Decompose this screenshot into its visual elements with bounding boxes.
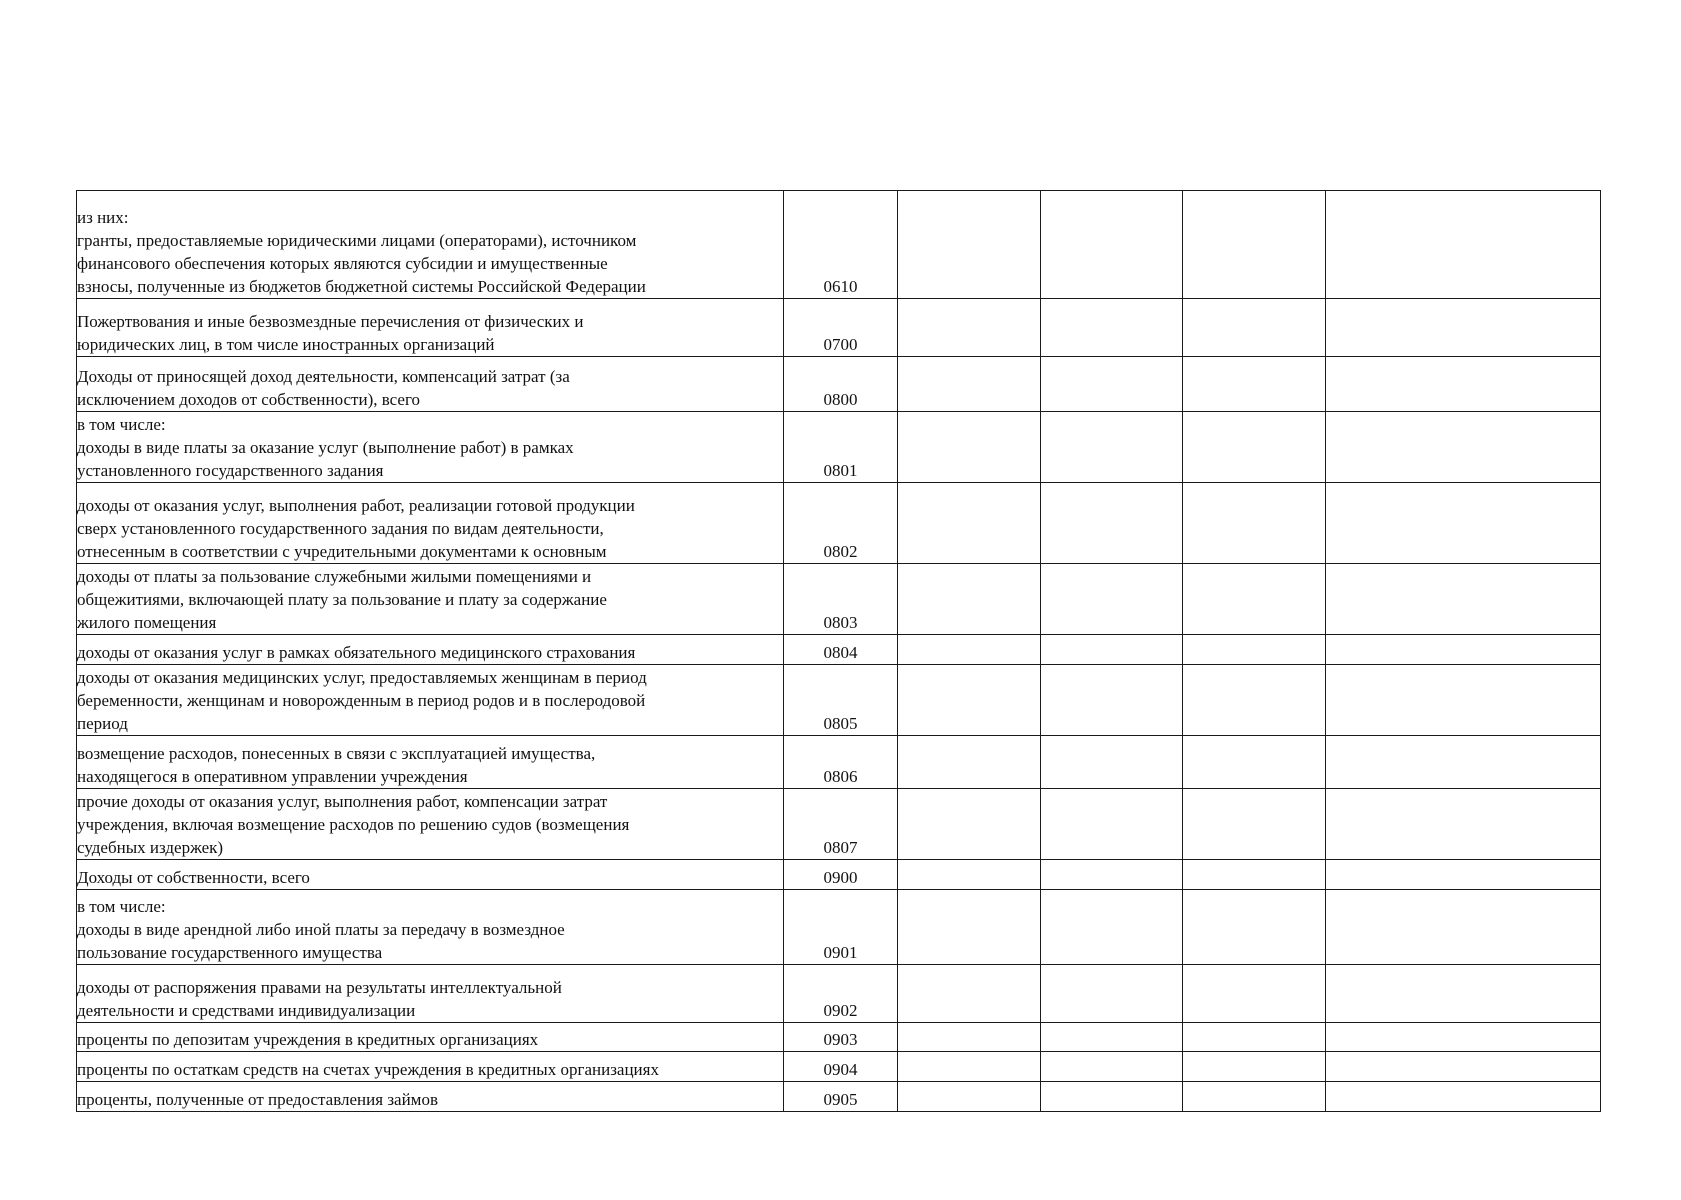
- value-cell: [1326, 564, 1601, 635]
- description-line: пользование государственного имущества: [77, 943, 383, 962]
- description-line: Доходы от собственности, всего: [77, 868, 310, 887]
- value-cell: [1326, 191, 1601, 299]
- value-cell: [1183, 736, 1326, 789]
- value-cell: [1041, 483, 1183, 564]
- value-cell: [1183, 665, 1326, 736]
- row-description: [77, 412, 784, 483]
- value-cell: [1183, 635, 1326, 665]
- row-description: [77, 191, 784, 299]
- description-line: проценты, полученные от предоставления займов: [77, 1090, 438, 1109]
- value-cell: [898, 1082, 1041, 1112]
- row-code: 0901: [784, 890, 898, 965]
- value-cell: [1041, 1082, 1183, 1112]
- value-cell: [1041, 789, 1183, 860]
- value-cell: [1041, 890, 1183, 965]
- row-description: [77, 635, 784, 665]
- description-line: проценты по остаткам средств на счетах учреждения в кредитных организациях: [77, 1060, 659, 1079]
- row-code: 0902: [784, 965, 898, 1023]
- description-line: находящегося в оперативном управлении учреждения: [77, 767, 468, 786]
- description-line: беременности, женщинам и новорожденным в период родов и в послеродовой: [77, 691, 646, 710]
- row-description: [77, 665, 784, 736]
- description-line: установленного государственного задания: [77, 461, 384, 480]
- value-cell: [898, 965, 1041, 1023]
- row-code: 0802: [784, 483, 898, 564]
- value-cell: [1326, 483, 1601, 564]
- value-cell: [898, 357, 1041, 412]
- description-line: в том числе:: [77, 415, 166, 434]
- value-cell: [1326, 1082, 1601, 1112]
- table-row: [77, 1052, 1601, 1082]
- table-row: [77, 299, 1601, 357]
- value-cell: [898, 564, 1041, 635]
- row-code: 0904: [784, 1052, 898, 1082]
- row-code: 0804: [784, 635, 898, 665]
- description-line: сверх установленного государственного задания по видам деятельности,: [77, 519, 604, 538]
- row-description: [77, 357, 784, 412]
- value-cell: [898, 860, 1041, 890]
- description-line: доходы от платы за пользование служебными жилыми помещениями и: [77, 567, 592, 586]
- description-line: возмещение расходов, понесенных в связи с эксплуатацией имущества,: [77, 744, 596, 763]
- description-line: период: [77, 714, 128, 733]
- value-cell: [1041, 665, 1183, 736]
- row-code: 0806: [784, 736, 898, 789]
- row-description: [77, 789, 784, 860]
- description-line: доходы от оказания услуг, выполнения работ, реализации готовой продукции: [77, 496, 635, 515]
- description-line: судебных издержек): [77, 838, 224, 857]
- table-row: [77, 860, 1601, 890]
- table-row: [77, 736, 1601, 789]
- value-cell: [1041, 736, 1183, 789]
- value-cell: [1183, 1023, 1326, 1052]
- table-row: [77, 789, 1601, 860]
- table-row: [77, 635, 1601, 665]
- row-description: [77, 1082, 784, 1112]
- row-code: 0803: [784, 564, 898, 635]
- row-description: [77, 299, 784, 357]
- value-cell: [1326, 1023, 1601, 1052]
- table-row: [77, 483, 1601, 564]
- income-table: [76, 190, 1601, 1112]
- row-description: [77, 1052, 784, 1082]
- row-description: [77, 890, 784, 965]
- description-line: доходы в виде платы за оказание услуг (выполнение работ) в рамках: [77, 438, 574, 457]
- row-code: 0805: [784, 665, 898, 736]
- value-cell: [898, 483, 1041, 564]
- row-code: 0807: [784, 789, 898, 860]
- value-cell: [1326, 789, 1601, 860]
- table-row: [77, 564, 1601, 635]
- description-line: деятельности и средствами индивидуализации: [77, 1001, 416, 1020]
- description-line: доходы от оказания услуг в рамках обязательного медицинского страхования: [77, 643, 636, 662]
- value-cell: [1183, 1052, 1326, 1082]
- value-cell: [898, 635, 1041, 665]
- value-cell: [898, 789, 1041, 860]
- description-line: в том числе:: [77, 897, 166, 916]
- value-cell: [1183, 191, 1326, 299]
- row-description: [77, 860, 784, 890]
- value-cell: [1326, 412, 1601, 483]
- value-cell: [898, 1023, 1041, 1052]
- value-cell: [898, 665, 1041, 736]
- description-line: доходы от оказания медицинских услуг, предоставляемых женщинам в период: [77, 668, 647, 687]
- value-cell: [1183, 564, 1326, 635]
- value-cell: [1326, 736, 1601, 789]
- value-cell: [898, 412, 1041, 483]
- row-code: 0905: [784, 1082, 898, 1112]
- value-cell: [1041, 1023, 1183, 1052]
- value-cell: [1041, 191, 1183, 299]
- description-line: доходы в виде арендной либо иной платы за передачу в возмездное: [77, 920, 565, 939]
- table-row: [77, 665, 1601, 736]
- value-cell: [1326, 635, 1601, 665]
- value-cell: [898, 736, 1041, 789]
- value-cell: [1183, 789, 1326, 860]
- table-row: [77, 1082, 1601, 1112]
- description-line: финансового обеспечения которых являются субсидии и имущественные: [77, 254, 608, 273]
- value-cell: [898, 890, 1041, 965]
- row-code: 0801: [784, 412, 898, 483]
- value-cell: [1326, 860, 1601, 890]
- description-line: доходы от распоряжения правами на результаты интеллектуальной: [77, 978, 562, 997]
- value-cell: [1183, 412, 1326, 483]
- description-line: гранты, предоставляемые юридическими лицами (операторами), источником: [77, 231, 637, 250]
- description-line: юридических лиц, в том числе иностранных организаций: [77, 335, 495, 354]
- value-cell: [1041, 1052, 1183, 1082]
- value-cell: [898, 191, 1041, 299]
- row-description: [77, 483, 784, 564]
- row-description: [77, 1023, 784, 1052]
- value-cell: [1041, 965, 1183, 1023]
- table-row: [77, 412, 1601, 483]
- row-code: 0610: [784, 191, 898, 299]
- row-code: 0800: [784, 357, 898, 412]
- value-cell: [1041, 357, 1183, 412]
- value-cell: [1326, 965, 1601, 1023]
- value-cell: [1326, 890, 1601, 965]
- value-cell: [1041, 860, 1183, 890]
- value-cell: [1183, 965, 1326, 1023]
- row-description: [77, 736, 784, 789]
- description-line: жилого помещения: [77, 613, 217, 632]
- value-cell: [1183, 890, 1326, 965]
- table-row: [77, 191, 1601, 299]
- value-cell: [1326, 357, 1601, 412]
- table-row: [77, 357, 1601, 412]
- row-code: 0900: [784, 860, 898, 890]
- description-line: проценты по депозитам учреждения в кредитных организациях: [77, 1030, 539, 1049]
- value-cell: [1183, 299, 1326, 357]
- value-cell: [898, 1052, 1041, 1082]
- value-cell: [1041, 412, 1183, 483]
- value-cell: [1183, 483, 1326, 564]
- value-cell: [1326, 299, 1601, 357]
- row-code: 0903: [784, 1023, 898, 1052]
- value-cell: [1183, 1082, 1326, 1112]
- value-cell: [1041, 564, 1183, 635]
- description-line: взносы, полученные из бюджетов бюджетной системы Российской Федерации: [77, 277, 646, 296]
- row-code: 0700: [784, 299, 898, 357]
- value-cell: [1326, 665, 1601, 736]
- table-row: [77, 965, 1601, 1023]
- description-line: исключением доходов от собственности), всего: [77, 390, 421, 409]
- value-cell: [898, 299, 1041, 357]
- description-line: прочие доходы от оказания услуг, выполнения работ, компенсации затрат: [77, 792, 608, 811]
- row-description: [77, 564, 784, 635]
- description-line: Пожертвования и иные безвозмездные перечисления от физических и: [77, 312, 584, 331]
- description-line: из них:: [77, 208, 129, 227]
- description-line: отнесенным в соответствии с учредительными документами к основным: [77, 542, 607, 561]
- value-cell: [1041, 635, 1183, 665]
- row-description: [77, 965, 784, 1023]
- description-line: общежитиями, включающей плату за пользование и плату за содержание: [77, 590, 607, 609]
- description-line: Доходы от приносящей доход деятельности, компенсаций затрат (за: [77, 367, 570, 386]
- income-table-body: [77, 191, 1601, 1112]
- description-line: учреждения, включая возмещение расходов по решению судов (возмещения: [77, 815, 630, 834]
- value-cell: [1183, 860, 1326, 890]
- value-cell: [1041, 299, 1183, 357]
- table-row: [77, 890, 1601, 965]
- table-row: [77, 1023, 1601, 1052]
- value-cell: [1183, 357, 1326, 412]
- value-cell: [1326, 1052, 1601, 1082]
